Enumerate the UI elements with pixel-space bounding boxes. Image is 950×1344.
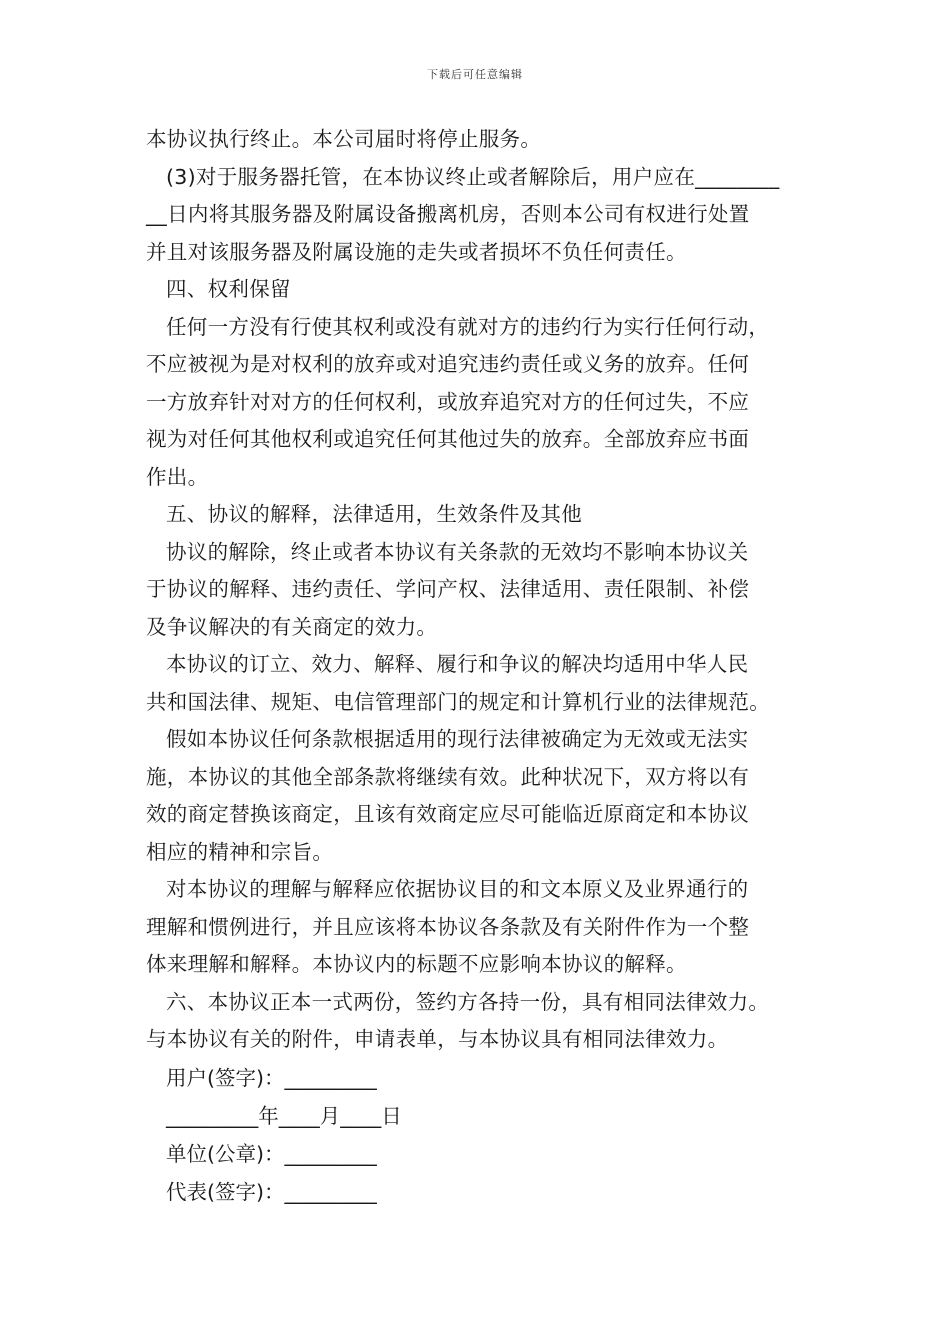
paragraph-line: 及争议解决的有关商定的效力。 (146, 614, 438, 639)
paragraph-line: 体来理解和解释。本协议内的标题不应影响本协议的解释。 (146, 952, 687, 976)
section-heading: 六、本协议正本一式两份，签约方各持一份，具有相同法律效力。 (166, 989, 770, 1014)
section-heading: 四、权利保留 (166, 277, 291, 301)
paragraph-line: 假如本协议任何条款根据适用的现行法律被确定为无效或无法实 (166, 727, 749, 751)
document-body (146, 121, 826, 1211)
unit-seal-line: 单位(公章)：_________ (166, 1141, 377, 1166)
paragraph-line: 本协议执行终止。本公司届时将停止服务。 (146, 127, 542, 151)
paragraph-line: 并且对该服务器及附属设施的走失或者损坏不负任何责任。 (146, 239, 687, 264)
paragraph-line: 理解和惯例进行，并且应该将本协议各条款及有关附件作为一个整 (146, 914, 750, 939)
paragraph-line: 协议的解除，终止或者本协议有关条款的无效均不影响本协议关 (166, 539, 749, 564)
paragraph-line: 一方放弃针对对方的任何权利，或放弃追究对方的任何过失，不应 (146, 389, 750, 414)
representative-signature-line: 代表(签字)：_________ (166, 1179, 377, 1204)
paragraph-line: (3)对于服务器托管，在本协议终止或者解除后，用户应在________ (166, 164, 780, 189)
paragraph-line: 于协议的解释、违约责任、学问产权、法律适用、责任限制、补偿 (146, 577, 750, 601)
paragraph-line: 与本协议有关的附件，申请表单，与本协议具有相同法律效力。 (146, 1027, 729, 1051)
paragraph-line: 视为对任何其他权利或追究任何其他过失的放弃。全部放弃应书面 (146, 427, 750, 451)
paragraph-line: 对本协议的理解与解释应依据协议目的和文本原义及业界通行的 (166, 877, 749, 901)
paragraph-line: 效的商定替换该商定，且该有效商定应尽可能临近原商定和本协议 (146, 802, 750, 826)
page-header-note: 下载后可任意编辑 (427, 68, 523, 81)
paragraph-line: 施，本协议的其他全部条款将继续有效。此种状况下，双方将以有 (146, 764, 750, 789)
paragraph-line: 共和国法律、规矩、电信管理部门的规定和计算机行业的法律规范。 (146, 689, 770, 714)
paragraph-line: 任何一方没有行使其权利或没有就对方的违约行为实行任何行动， (166, 314, 770, 339)
paragraph-line: 不应被视为是对权利的放弃或对追究违约责任或义务的放弃。任何 (146, 352, 750, 376)
paragraph-line: 本协议的订立、效力、解释、履行和争议的解决均适用中华人民 (166, 652, 749, 676)
paragraph-line: 作出。 (146, 464, 209, 489)
signature-block (146, 1059, 826, 1211)
paragraph-line: 相应的精神和宗旨。 (146, 839, 334, 864)
paragraph-line: __日内将其服务器及附属设备搬离机房，否则本公司有权进行处置 (146, 202, 750, 226)
section-heading: 五、协议的解释，法律适用，生效条件及其他 (166, 502, 582, 526)
user-signature-line: 用户(签字)：_________ (166, 1065, 377, 1090)
date-line: _________年____月____日 (166, 1103, 402, 1128)
